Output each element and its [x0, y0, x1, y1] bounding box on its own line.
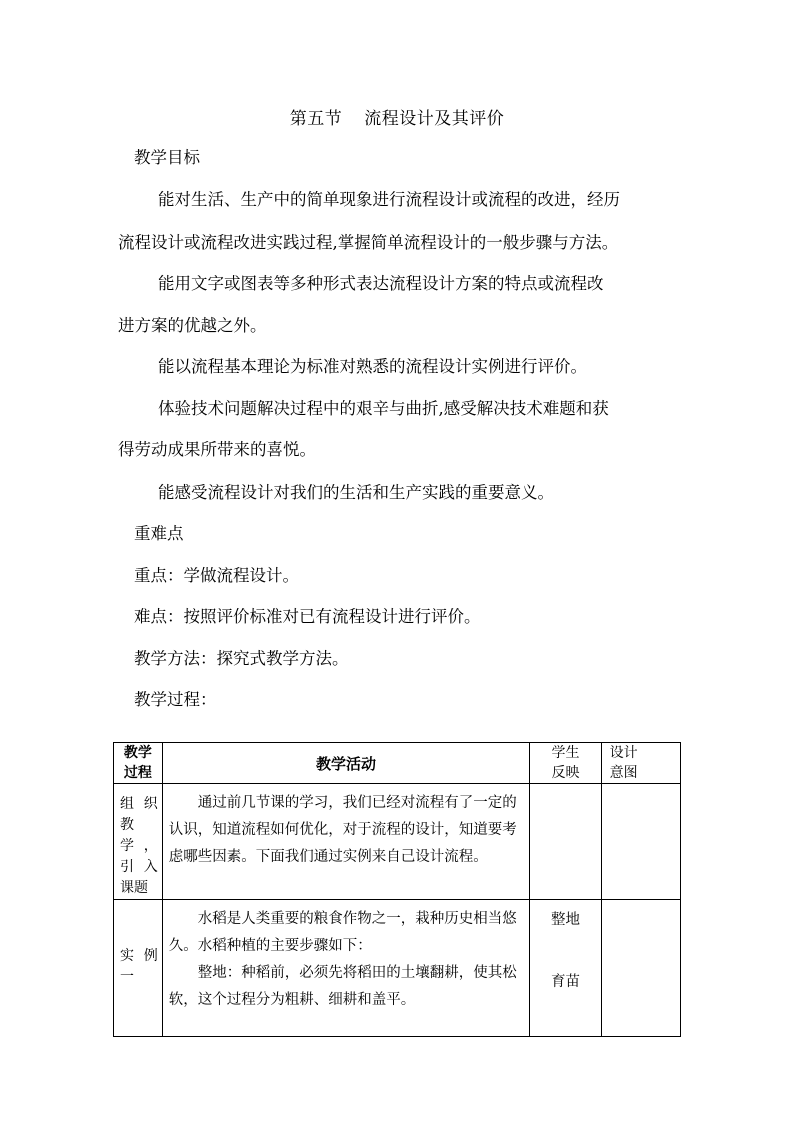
table-row: [114, 900, 681, 1037]
objective-2-line-1: 能用文字或图表等多种形式表达流程设计方案的特点或流程改: [158, 274, 604, 293]
teaching-method: 教学方法：探究式教学方法。: [134, 649, 349, 668]
header-stage: 教学 过程: [114, 743, 163, 784]
row2-activity: 水稻是人类重要的粮食作物之一，栽种历史相当悠久。水稻种植的主要步骤如下： 整地：种稻前，必须先将稻田的土壤翻耕，使其松软，这个过程分为粗耕、细耕和盖平。: [162, 900, 530, 1037]
objective-2-line-2: 进方案的优越之外。: [118, 316, 267, 335]
row1-activity: 通过前几节课的学习，我们已经对流程有了一定的认识，知道流程如何优化，对于流程的设计，知道要考虑哪些因素。下面我们通过实例来自己设计流程。: [162, 784, 530, 900]
objective-3-line-1: 能以流程基本理论为标准对熟悉的流程设计实例进行评价。: [158, 357, 587, 376]
table-header-row: [114, 743, 681, 784]
objectives-heading: 教学目标: [134, 148, 200, 167]
teaching-process-table: [113, 742, 681, 1037]
table-row: [114, 784, 681, 900]
process-heading: 教学过程：: [134, 690, 217, 709]
title-text: 流程设计及其评价: [364, 109, 505, 129]
row2-intent: [601, 900, 680, 1037]
row2-stage: 实例一: [114, 900, 163, 1037]
header-intent: 设计 意图: [601, 743, 680, 784]
row2-feedback: 整地 育苗: [530, 900, 601, 1037]
objective-4-line-1: 体验技术问题解决过程中的艰辛与曲折,感受解决技术难题和获: [158, 399, 609, 418]
key-points-heading: 重难点: [134, 524, 184, 543]
objective-4-line-2: 得劳动成果所带来的喜悦。: [118, 440, 316, 459]
header-feedback: 学生 反映: [530, 743, 601, 784]
key-point: 重点：学做流程设计。: [134, 566, 299, 585]
page-title: [0, 104, 794, 129]
difficult-point: 难点：按照评价标准对已有流程设计进行评价。: [134, 607, 481, 626]
objective-1-line-2: 流程设计或流程改进实践过程,掌握简单流程设计的一般步骤与方法。: [118, 233, 619, 252]
title-section-number: 第五节: [289, 109, 343, 129]
objective-5-line-1: 能感受流程设计对我们的生活和生产实践的重要意义。: [158, 483, 554, 502]
header-activity: 教学活动: [162, 743, 530, 784]
row1-stage: 组织教学，引入课题: [114, 784, 163, 900]
objective-1-line-1: 能对生活、生产中的简单现象进行流程设计或流程的改进，经历: [158, 190, 620, 209]
row1-intent: [601, 784, 680, 900]
row1-feedback: [530, 784, 601, 900]
